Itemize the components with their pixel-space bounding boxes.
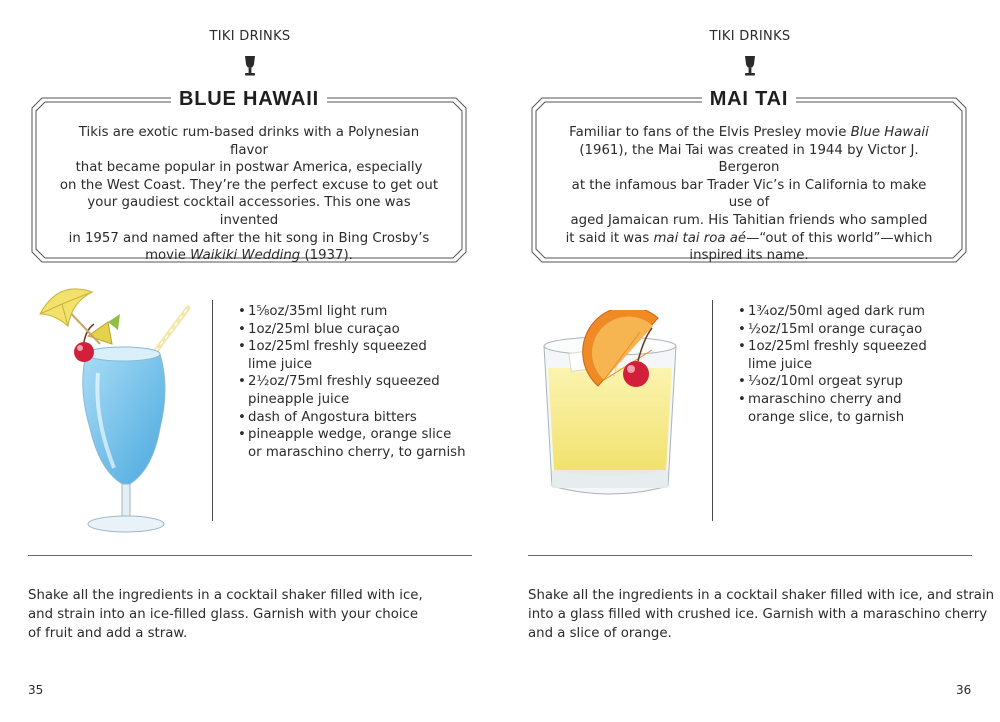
intro-frame <box>530 88 968 264</box>
ingredient-item: • 1oz/25ml freshly squeezed lime juice <box>738 338 927 373</box>
mai-tai-illustration <box>540 310 690 510</box>
ingredient-list <box>238 303 466 461</box>
ingredient-item: • pineapple wedge, orange slice or maraschino cherry, to garnish <box>238 426 466 461</box>
drink-title: MAI TAI <box>530 88 968 110</box>
intro-text: Tikis are exotic rum-based drinks with a Polynesian flavor that became popular in postwar America, especially on the West Coast. They’re the perfect excuse to get out your gaudiest cocktail accessories. This one was invented in 1957 and named after the hit song in Bing Crosby’s movie Waikiki Wedding (1937). <box>59 125 439 264</box>
ingredient-item: • dash of Angostura bitters <box>238 409 466 427</box>
method-text: Shake all the ingredients in a cocktail shaker filled with ice, and strain into an ice-filled glass. Garnish with your choice of fruit and add a straw. <box>28 588 423 641</box>
vertical-divider <box>212 300 213 521</box>
horizontal-rule <box>528 555 972 556</box>
page-number: 35 <box>28 683 44 697</box>
ingredient-item: • 1¾oz/50ml aged dark rum <box>738 303 927 321</box>
right-page <box>500 0 1000 722</box>
ingredient-item: • 1oz/25ml blue curaçao <box>238 321 466 339</box>
page-number: 36 <box>956 683 972 697</box>
section-label: TIKI DRINKS <box>209 29 291 44</box>
tiki-glass-icon <box>741 55 759 77</box>
drink-title: BLUE HAWAII <box>30 88 468 110</box>
horizontal-rule <box>28 555 472 556</box>
method-text: Shake all the ingredients in a cocktail shaker filled with ice, and strain into a glass filled with crushed ice. Garnish with a maraschino cherry and a slice of orange. <box>528 588 995 641</box>
ingredient-item: • ½oz/15ml orange curaçao <box>738 321 927 339</box>
ingredient-list <box>738 303 927 426</box>
ingredient-item: • ⅓oz/10ml orgeat syrup <box>738 373 927 391</box>
intro-frame <box>30 88 468 264</box>
intro-text: Familiar to fans of the Elvis Presley movie Blue Hawaii (1961), the Mai Tai was created in 1944 by Victor J. Bergeron at the infamous bar Trader Vic’s in California to make use of aged Jamaican rum. His Tahitian friends who sampled it said it was mai tai roa aé—“out of this world”—which inspired its name. <box>565 125 933 264</box>
ingredient-item: • 2½oz/75ml freshly squeezed pineapple juice <box>238 373 466 408</box>
vertical-divider <box>712 300 713 521</box>
ingredient-item: • maraschino cherry and orange slice, to garnish <box>738 391 927 426</box>
ingredient-item: • 1oz/25ml freshly squeezed lime juice <box>238 338 466 373</box>
tiki-glass-icon <box>241 55 259 77</box>
blue-hawaii-illustration <box>28 278 198 540</box>
section-label: TIKI DRINKS <box>709 29 791 44</box>
ingredient-item: • 1⅝oz/35ml light rum <box>238 303 466 321</box>
